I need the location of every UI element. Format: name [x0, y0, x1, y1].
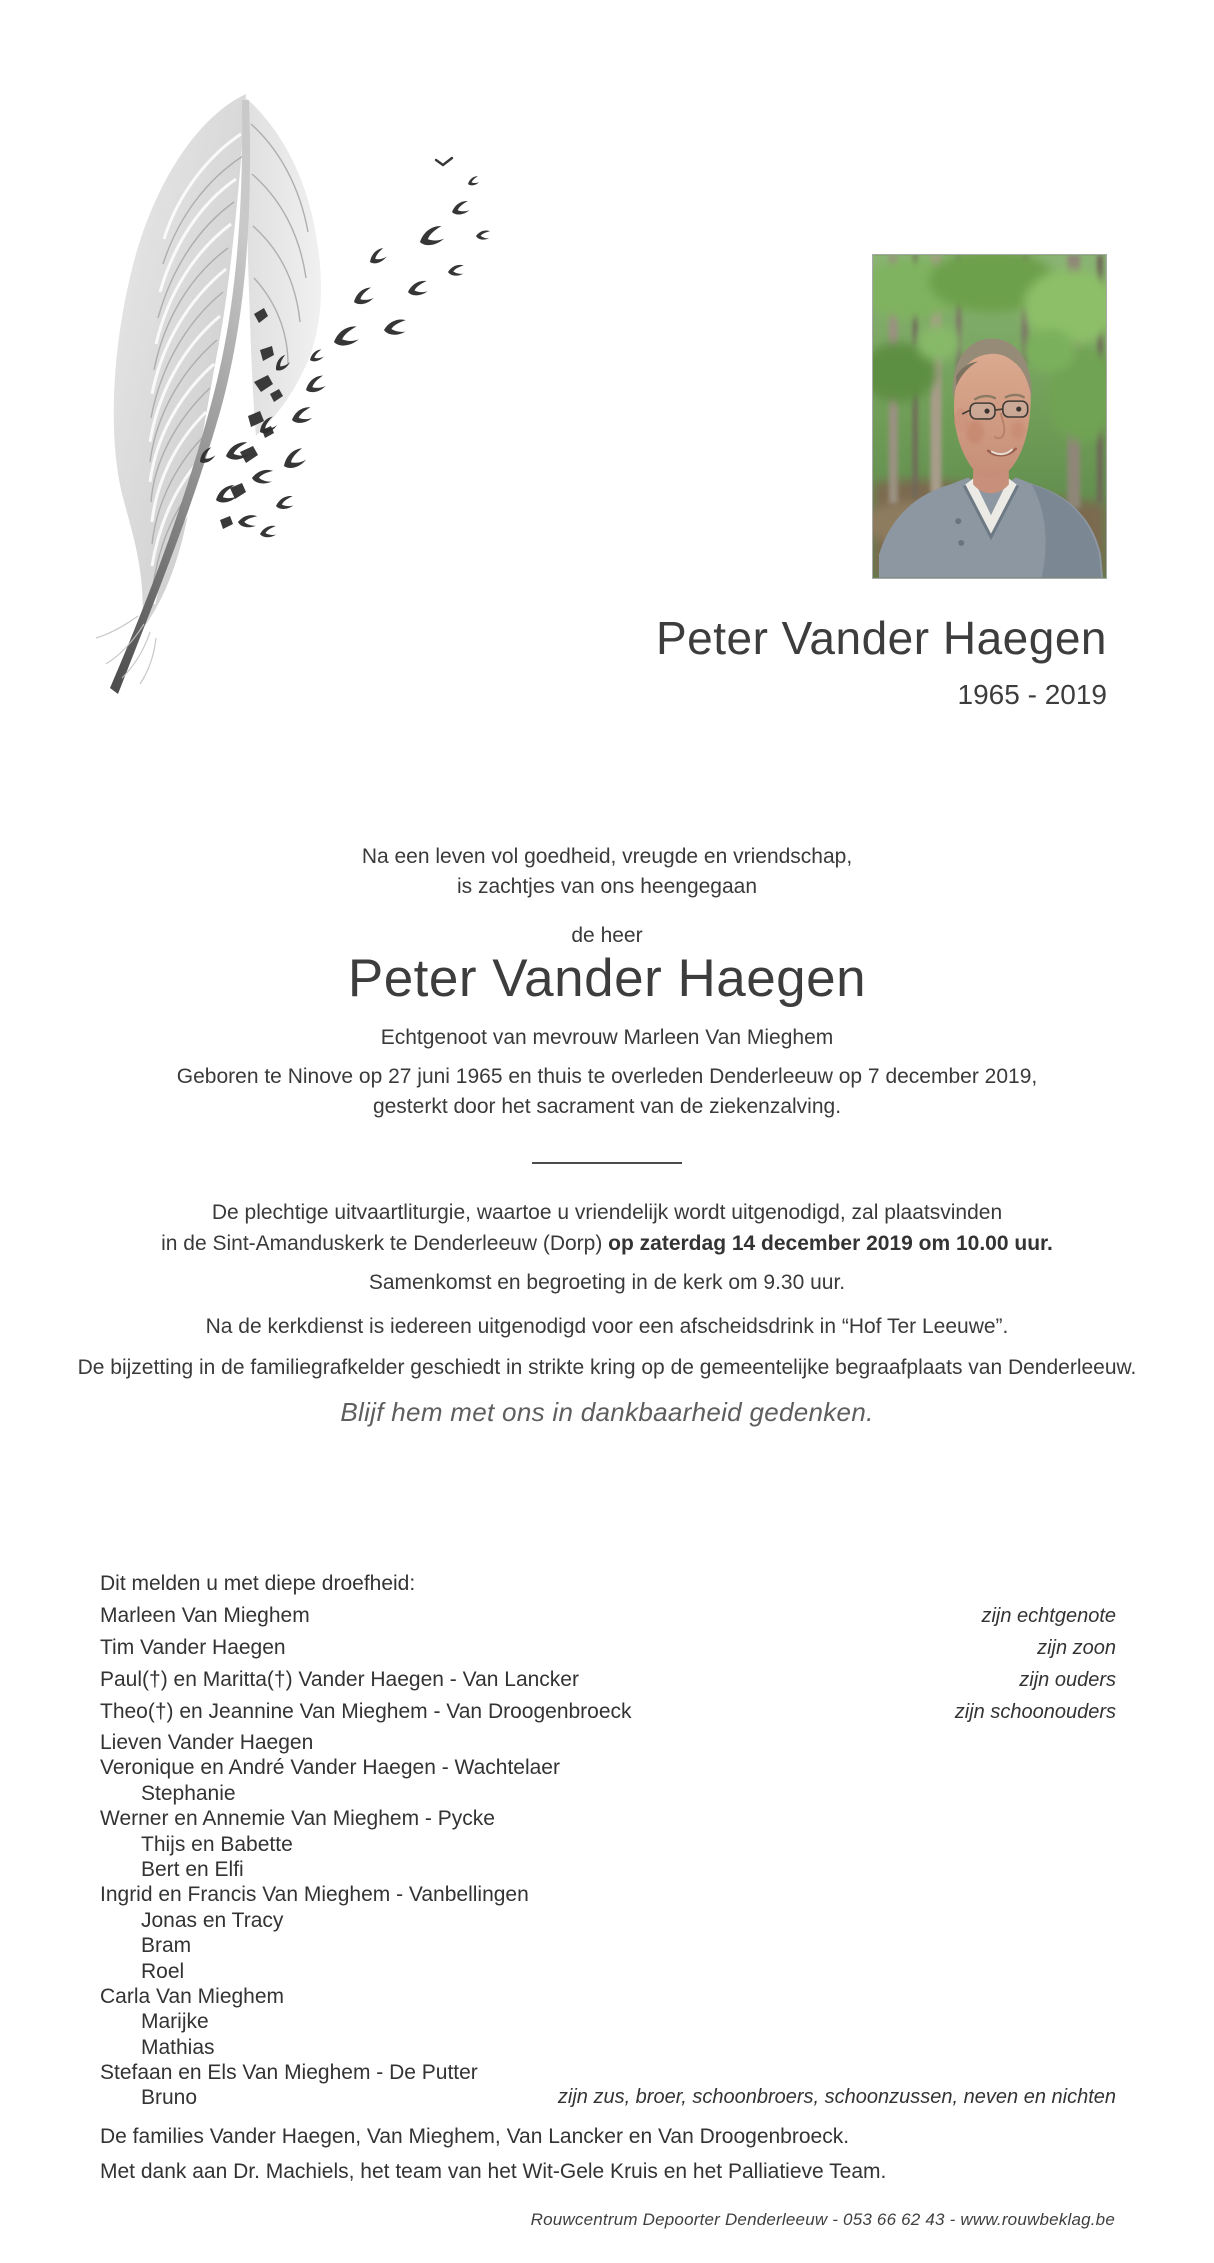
family-row: [100, 1959, 1116, 1984]
family-row: [100, 2035, 1116, 2060]
deceased-name-block: [380, 612, 1107, 710]
intro-lines: [0, 842, 1214, 902]
family-row: [100, 1781, 1116, 1806]
family-row: [100, 1632, 1116, 1664]
family-member: Lieven Vander Haegen: [100, 1731, 314, 1754]
family-member: Jonas en Tracy: [141, 1908, 284, 1932]
family-row: [100, 1730, 1116, 1755]
birth-death-line-1: Geboren te Ninove op 27 juni 1965 en thuis te overleden Denderleeuw op 7 december 2019,: [176, 1065, 1038, 1088]
service-line-2-bold: op zaterdag 14 december 2019 om 10.00 uur.: [608, 1232, 1053, 1255]
family-row: [100, 1933, 1116, 1958]
family-row: [100, 1600, 1116, 1632]
intro-line-1: Na een leven vol goedheid, vreugde en vriendschap,: [361, 845, 853, 868]
family-member: Mathias: [141, 2035, 215, 2059]
family-member: Bruno: [141, 2086, 198, 2110]
spouse-line: Echtgenoot van mevrouw Marleen Van Mieghem: [380, 1026, 834, 1049]
family-row: [100, 1857, 1116, 1882]
family-member: Stefaan en Els Van Mieghem - De Putter: [100, 2061, 478, 2085]
service-line-4: Na de kerkdienst is iedereen uitgenodigd voor een afscheidsdrink in “Hof Ter Leeuwe”.: [205, 1315, 1009, 1338]
service-line-2-regular: in de Sint-Amanduskerk te Denderleeuw (Dorp): [161, 1232, 609, 1255]
birth-death-line-2: gesterkt door het sacrament van de ziekenzalving.: [372, 1095, 842, 1118]
service-line-2: [0, 1229, 1214, 1259]
feather-birds-svg: [48, 64, 490, 696]
family-row: [100, 1882, 1116, 1907]
family-member: Bert en Elfi: [141, 1857, 244, 1881]
thanks-line: Met dank aan Dr. Machiels, het team van het Wit-Gele Kruis en het Palliatieve Team.: [100, 2159, 887, 2183]
memorial-quote: Blijf hem met ons in dankbaarheid gedenken.: [340, 1397, 874, 1427]
family-member: Ingrid en Francis Van Mieghem - Vanbellingen: [100, 1883, 529, 1907]
family-member: Roel: [141, 1959, 185, 1983]
family-row: [100, 1755, 1116, 1780]
relation-label: zijn ouders: [1019, 1669, 1116, 1691]
family-row: [100, 2009, 1116, 2034]
family-row: [100, 1806, 1116, 1831]
family-member: Tim Vander Haegen: [100, 1636, 286, 1659]
portrait-svg: [873, 255, 1106, 578]
family-member: Carla Van Mieghem: [100, 1984, 285, 2008]
relation-label: zijn echtgenote: [981, 1605, 1116, 1627]
service-line-1: De plechtige uitvaartliturgie, waartoe u vriendelijk wordt uitgenodigd, zal plaatsvinden: [211, 1201, 1003, 1224]
family-member: Bram: [141, 1934, 192, 1958]
family-row: [100, 1908, 1116, 1933]
family-heading: Dit melden u met diepe droefheid:: [100, 1572, 416, 1595]
family-row: [100, 1696, 1116, 1728]
intro-line-2: is zachtjes van ons heengegaan: [456, 875, 758, 898]
birth-death-lines: [0, 1062, 1214, 1122]
deceased-years: 1965 - 2019: [957, 679, 1107, 710]
family-member: Stephanie: [141, 1781, 236, 1805]
family-member: Marijke: [141, 2010, 209, 2034]
family-row: [100, 1832, 1116, 1857]
family-section: [100, 1568, 1116, 2185]
funeral-home-credit: Rouwcentrum Depoorter Denderleeuw - 053 66 62 43 - www.rouwbeklag.be: [530, 2210, 1115, 2229]
salutation: de heer: [571, 924, 643, 947]
announcement-name: Peter Vander Haegen: [347, 949, 867, 1008]
family-member: Werner en Annemie Van Mieghem - Pycke: [100, 1807, 495, 1831]
section-divider: [532, 1162, 682, 1164]
family-row: [100, 2060, 1116, 2085]
portrait-photo: [872, 254, 1107, 579]
family-row: [100, 1984, 1116, 2009]
relation-label: zijn zus, broer, schoonbroers, schoonzussen, neven en nichten: [557, 2086, 1116, 2109]
feather-birds-illustration: [48, 64, 490, 696]
relation-label: zijn zoon: [1037, 1637, 1116, 1659]
family-member: Marleen Van Mieghem: [100, 1604, 310, 1627]
family-member: Thijs en Babette: [141, 1832, 293, 1856]
deceased-name: Peter Vander Haegen: [655, 612, 1107, 664]
families-line: De families Vander Haegen, Van Mieghem, Van Lancker en Van Droogenbroeck.: [100, 2124, 850, 2148]
service-line-5: De bijzetting in de familiegrafkelder geschiedt in strikte kring op de gemeentelijke begraafplaats van Denderleeuw.: [77, 1356, 1137, 1379]
service-line-3: Samenkomst en begroeting in de kerk om 9.30 uur.: [368, 1271, 846, 1294]
family-row: [100, 2085, 1116, 2110]
family-member: Veronique en André Vander Haegen - Wachtelaer: [100, 1756, 560, 1780]
family-member: Paul(†) en Maritta(†) Vander Haegen - Van Lancker: [100, 1668, 579, 1691]
family-row: [100, 1664, 1116, 1696]
relation-label: zijn schoonouders: [954, 1701, 1116, 1723]
family-member: Theo(†) en Jeannine Van Mieghem - Van Droogenbroeck: [100, 1700, 632, 1723]
